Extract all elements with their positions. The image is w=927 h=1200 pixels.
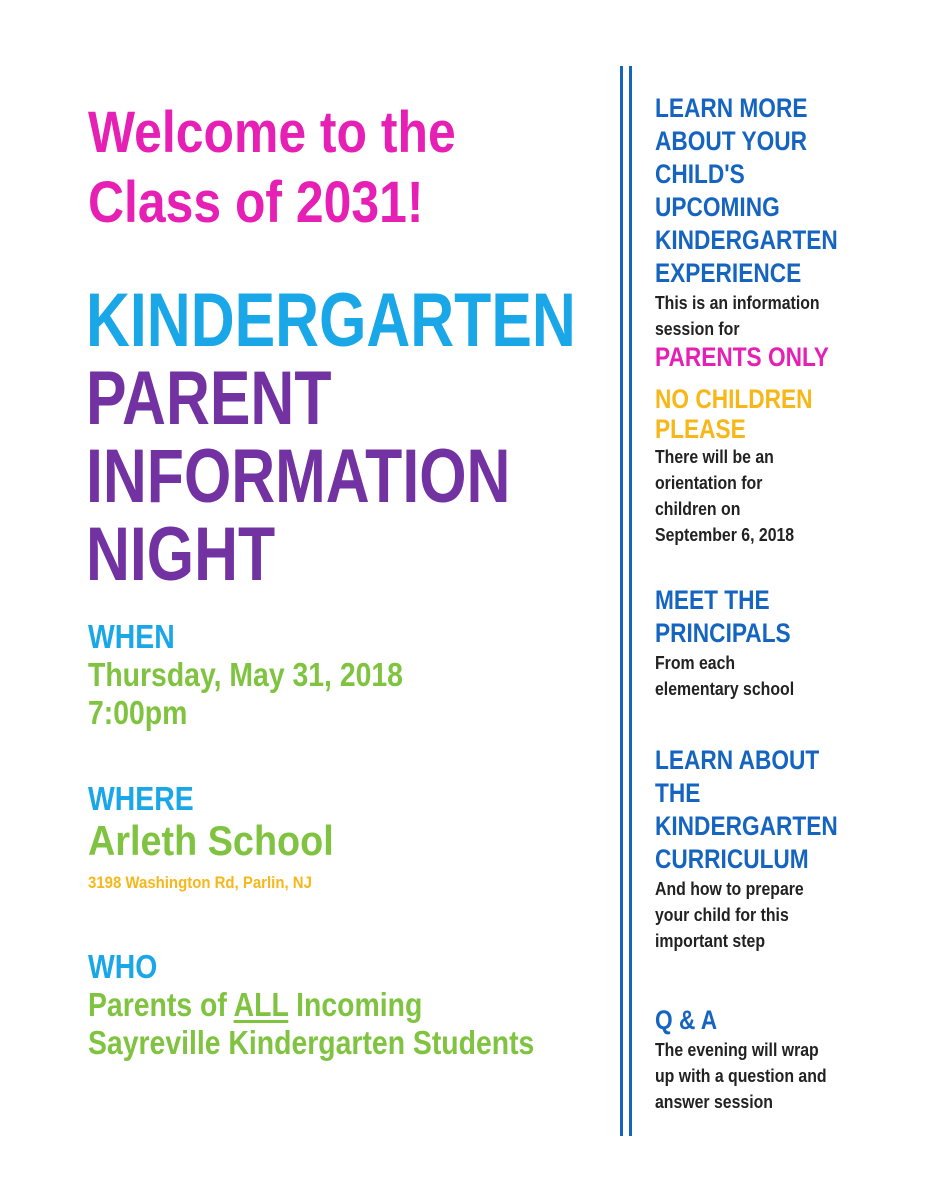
curriculum-heading-line: THE	[655, 778, 701, 808]
learn-more-line: ABOUT YOUR	[655, 126, 808, 156]
learn-more-block	[655, 92, 873, 372]
orientation-text-line: orientation for	[655, 473, 763, 493]
qa-text-line: answer session	[655, 1092, 773, 1112]
no-children-line: PLEASE	[655, 414, 746, 444]
event-date: Thursday, May 31, 2018	[88, 656, 403, 693]
who-line-2: Sayreville Kindergarten Students	[88, 1024, 535, 1061]
meet-text-line: From each	[655, 653, 736, 673]
session-text-line: session for	[655, 319, 740, 339]
curriculum-text-line: your child for this	[655, 905, 789, 925]
meet-heading-line: MEET THE	[655, 585, 770, 615]
session-text-line: This is an information	[655, 293, 820, 313]
orientation-text-line: September 6, 2018	[655, 525, 795, 545]
who-suffix: Incoming	[288, 986, 423, 1023]
title-line-night: NIGHT	[86, 512, 276, 597]
welcome-heading	[88, 98, 516, 238]
parents-only-label: PARENTS ONLY	[655, 342, 829, 372]
qa-text-line: The evening will wrap	[655, 1040, 819, 1060]
meet-text-line: elementary school	[655, 679, 795, 699]
who-emphasis: ALL	[233, 986, 289, 1023]
curriculum-text-line: important step	[655, 931, 766, 951]
who-prefix: Parents of	[88, 986, 234, 1023]
welcome-line-2: Class of 2031!	[88, 170, 424, 235]
curriculum-heading-line: CURRICULUM	[655, 844, 809, 874]
orientation-text-line: children on	[655, 499, 741, 519]
title-line-parent: PARENT	[86, 356, 332, 441]
when-section	[88, 618, 454, 732]
curriculum-block	[655, 744, 873, 954]
curriculum-heading-line: KINDERGARTEN	[655, 811, 838, 841]
where-section	[88, 780, 361, 894]
curriculum-text-line: And how to prepare	[655, 879, 804, 899]
kindergarten-title: KINDERGARTEN	[86, 278, 576, 363]
no-children-line: NO CHILDREN	[655, 384, 813, 414]
qa-block	[655, 1004, 850, 1115]
learn-more-line: EXPERIENCE	[655, 258, 802, 288]
venue-address: 3198 Washington Rd, Parlin, NJ	[88, 873, 312, 892]
orientation-text-line: There will be an	[655, 447, 774, 467]
learn-more-line: CHILD'S	[655, 159, 745, 189]
who-line-1	[88, 986, 534, 1024]
qa-text-line: up with a question and	[655, 1066, 827, 1086]
venue-name: Arleth School	[88, 817, 334, 864]
event-time: 7:00pm	[88, 694, 188, 731]
event-title	[86, 278, 698, 597]
where-heading: WHERE	[88, 780, 194, 817]
meet-heading-line: PRINCIPALS	[655, 618, 791, 648]
learn-more-line: LEARN MORE	[655, 93, 808, 123]
when-heading: WHEN	[88, 618, 175, 655]
meet-principals-block	[655, 584, 817, 702]
title-line-information: INFORMATION	[86, 434, 511, 519]
welcome-line-1: Welcome to the	[88, 100, 456, 165]
curriculum-heading-line: LEARN ABOUT	[655, 745, 820, 775]
column-divider	[620, 66, 632, 1136]
qa-heading: Q & A	[655, 1005, 718, 1035]
who-heading: WHO	[88, 948, 158, 985]
learn-more-line: UPCOMING	[655, 192, 780, 222]
who-section	[88, 948, 607, 1062]
no-children-block	[655, 384, 843, 548]
learn-more-line: KINDERGARTEN	[655, 225, 838, 255]
